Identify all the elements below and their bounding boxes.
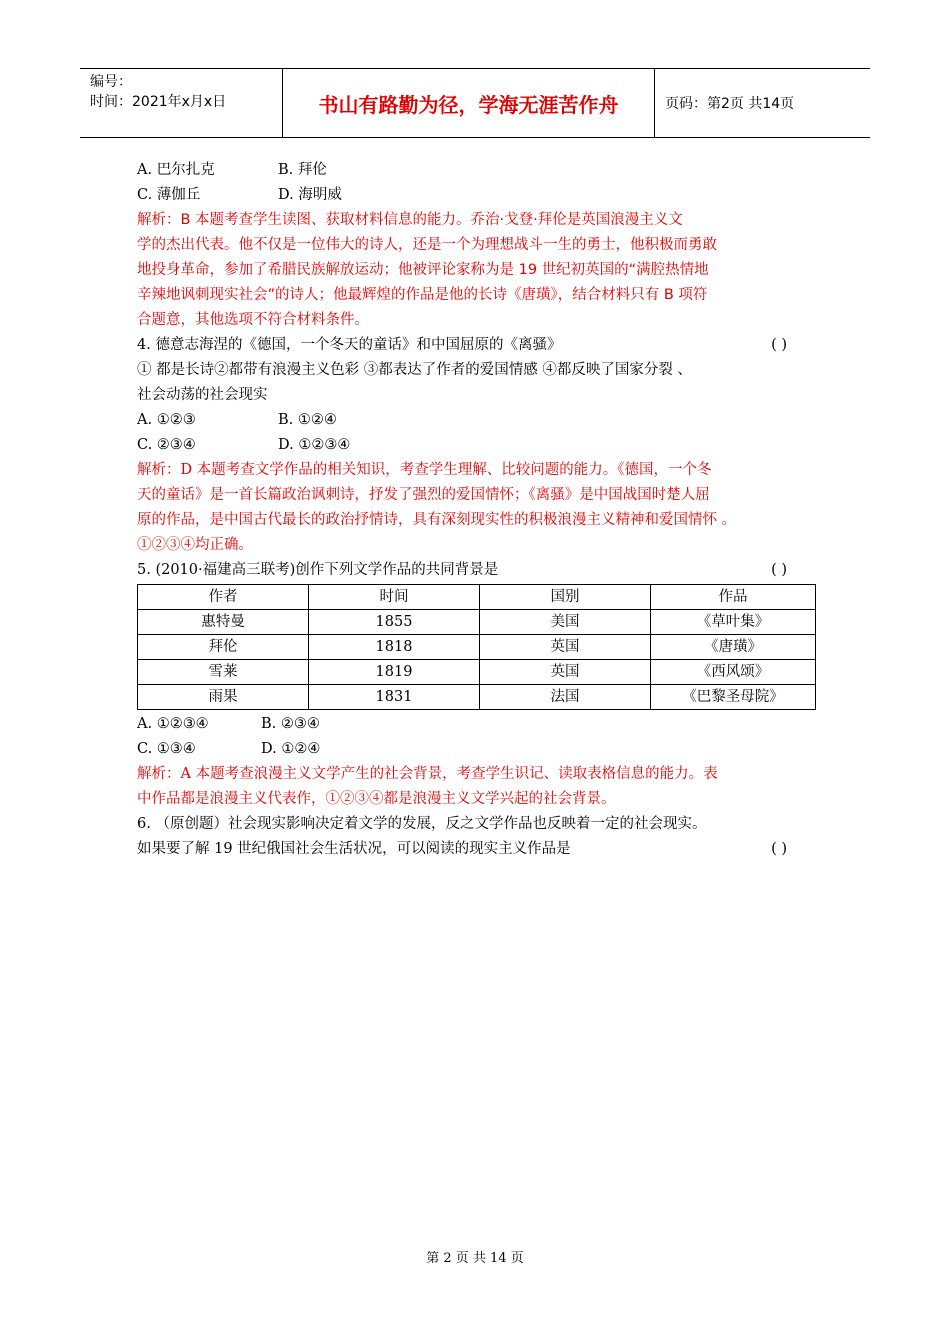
page-footer: 第 2 页 共 14 页 bbox=[426, 1251, 524, 1266]
q5-options-row-1 bbox=[137, 712, 827, 737]
table-cell: 英国 bbox=[480, 635, 651, 660]
q5-option-a: A. ①②③④ bbox=[137, 716, 209, 732]
table-header-cell: 作者 bbox=[138, 585, 309, 610]
table-header-cell: 作品 bbox=[651, 585, 816, 610]
table-cell: 1831 bbox=[309, 685, 480, 710]
q4-items-line-1: ① 都是长诗②都带有浪漫主义色彩 ③都表达了作者的爱国情感 ④都反映了国家分裂 、 bbox=[137, 362, 692, 378]
page-header bbox=[80, 68, 870, 138]
q6-line-1: 6. （原创题）社会现实影响决定着文学的发展，反之文学作品也反映着一定的社会现实。 bbox=[137, 816, 707, 832]
q5-stem-text: 5. (2010·福建高三联考)创作下列文学作品的共同背景是 bbox=[137, 562, 499, 578]
q4-option-d: D. ①②③④ bbox=[278, 437, 351, 453]
header-motto: 书山有路勤为径，学海无涯苦作舟 bbox=[318, 92, 619, 117]
q4-answer-blank: ( ) bbox=[771, 337, 787, 353]
table-header-cell: 国别 bbox=[480, 585, 651, 610]
q5-answer-blank: ( ) bbox=[771, 562, 787, 578]
table-cell: 雪莱 bbox=[138, 660, 309, 685]
q3-option-c: C. 薄伽丘 bbox=[137, 187, 201, 203]
table-cell: 《唐璜》 bbox=[651, 635, 816, 660]
header-meta bbox=[80, 69, 283, 137]
table-cell: 1819 bbox=[309, 660, 480, 685]
table-cell: 法国 bbox=[480, 685, 651, 710]
table-cell: 《西风颂》 bbox=[651, 660, 816, 685]
q3-analysis-line: 辛辣地讽刺现实社会”的诗人；他最辉煌的作品是他的长诗《唐璜》，结合材料只有 B 项符 bbox=[137, 287, 708, 303]
table-row bbox=[138, 610, 816, 635]
table-cell: 《草叶集》 bbox=[651, 610, 816, 635]
q5-option-b: B. ②③④ bbox=[261, 716, 320, 732]
q5-analysis bbox=[137, 762, 827, 812]
q4-analysis bbox=[137, 458, 827, 558]
table-cell: 《巴黎圣母院》 bbox=[651, 685, 816, 710]
q3-option-a: A. 巴尔扎克 bbox=[137, 162, 215, 178]
q6-answer-blank: ( ) bbox=[771, 841, 787, 857]
q4-options-row-1 bbox=[137, 408, 827, 433]
q3-analysis-line: 解析：B 本题考查学生读图、获取材料信息的能力。乔治·戈登·拜伦是英国浪漫主义文 bbox=[137, 212, 683, 228]
table-cell: 雨果 bbox=[138, 685, 309, 710]
table-cell: 拜伦 bbox=[138, 635, 309, 660]
q5-option-d: D. ①②④ bbox=[261, 741, 321, 757]
time-label: 时间：2021年x月x日 bbox=[90, 94, 227, 110]
q4-analysis-line: ①②③④均正确。 bbox=[137, 537, 253, 553]
q3-analysis bbox=[137, 208, 827, 333]
q4-stem-text: 4. 德意志海涅的《德国，一个冬天的童话》和中国屈原的《离骚》 bbox=[137, 337, 562, 353]
header-motto-cell bbox=[283, 69, 655, 137]
q5-analysis-line: 解析：A 本题考查浪漫主义文学产生的社会背景，考查学生识记、读取表格信息的能力。表 bbox=[137, 766, 718, 782]
table-cell: 惠特曼 bbox=[138, 610, 309, 635]
document-body bbox=[137, 158, 827, 862]
q4-items-line-2: 社会动荡的社会现实 bbox=[137, 387, 268, 403]
q5-analysis-line: 中作品都是浪漫主义代表作，①②③④都是浪漫主义文学兴起的社会背景。 bbox=[137, 791, 616, 807]
q5-stem bbox=[137, 558, 827, 583]
table-cell: 1855 bbox=[309, 610, 480, 635]
table-header-cell: 时间 bbox=[309, 585, 480, 610]
q4-analysis-line: 解析：D 本题考查文学作品的相关知识，考查学生理解、比较问题的能力。《德国，一个冬 bbox=[137, 462, 712, 478]
table-cell: 英国 bbox=[480, 660, 651, 685]
q3-analysis-line: 学的杰出代表。他不仅是一位伟大的诗人，还是一个为理想战斗一生的勇士，他积极而勇敢 bbox=[137, 237, 717, 253]
q5-option-c: C. ①③④ bbox=[137, 741, 196, 757]
table-row bbox=[138, 635, 816, 660]
q3-options-row-1 bbox=[137, 158, 827, 183]
q4-option-c: C. ②③④ bbox=[137, 437, 196, 453]
q4-analysis-line: 原的作品，是中国古代最长的政治抒情诗，具有深刻现实性的积极浪漫主义精神和爱国情怀 。 bbox=[137, 512, 737, 528]
header-page-info: 页码：第2页 共14页 bbox=[665, 96, 795, 112]
table-row bbox=[138, 660, 816, 685]
q4-analysis-line: 天的童话》是一首长篇政治讽刺诗，抒发了强烈的爱国情怀；《离骚》是中国战国时楚人屈 bbox=[137, 487, 710, 503]
q4-stem bbox=[137, 333, 827, 358]
q5-options-row-2 bbox=[137, 737, 827, 762]
q3-option-b: B. 拜伦 bbox=[278, 162, 327, 178]
table-header-row bbox=[138, 585, 816, 610]
q4-option-a: A. ①②③ bbox=[137, 412, 196, 428]
q5-table bbox=[137, 584, 816, 710]
table-cell: 美国 bbox=[480, 610, 651, 635]
q4-option-b: B. ①②④ bbox=[278, 412, 337, 428]
q3-options-row-2 bbox=[137, 183, 827, 208]
q3-option-d: D. 海明威 bbox=[278, 187, 342, 203]
q6-line-2 bbox=[137, 837, 827, 862]
table-cell: 1818 bbox=[309, 635, 480, 660]
q3-analysis-line: 合题意，其他选项不符合材料条件。 bbox=[137, 312, 369, 328]
q3-analysis-line: 地投身革命，参加了希腊民族解放运动；他被评论家称为是 19 世纪初英国的“满腔热情地 bbox=[137, 262, 709, 278]
table-row bbox=[138, 685, 816, 710]
q6-line-2-text: 如果要了解 19 世纪俄国社会生活状况，可以阅读的现实主义作品是 bbox=[137, 841, 571, 857]
q4-options-row-2 bbox=[137, 433, 827, 458]
number-label: 编号： bbox=[90, 74, 132, 90]
